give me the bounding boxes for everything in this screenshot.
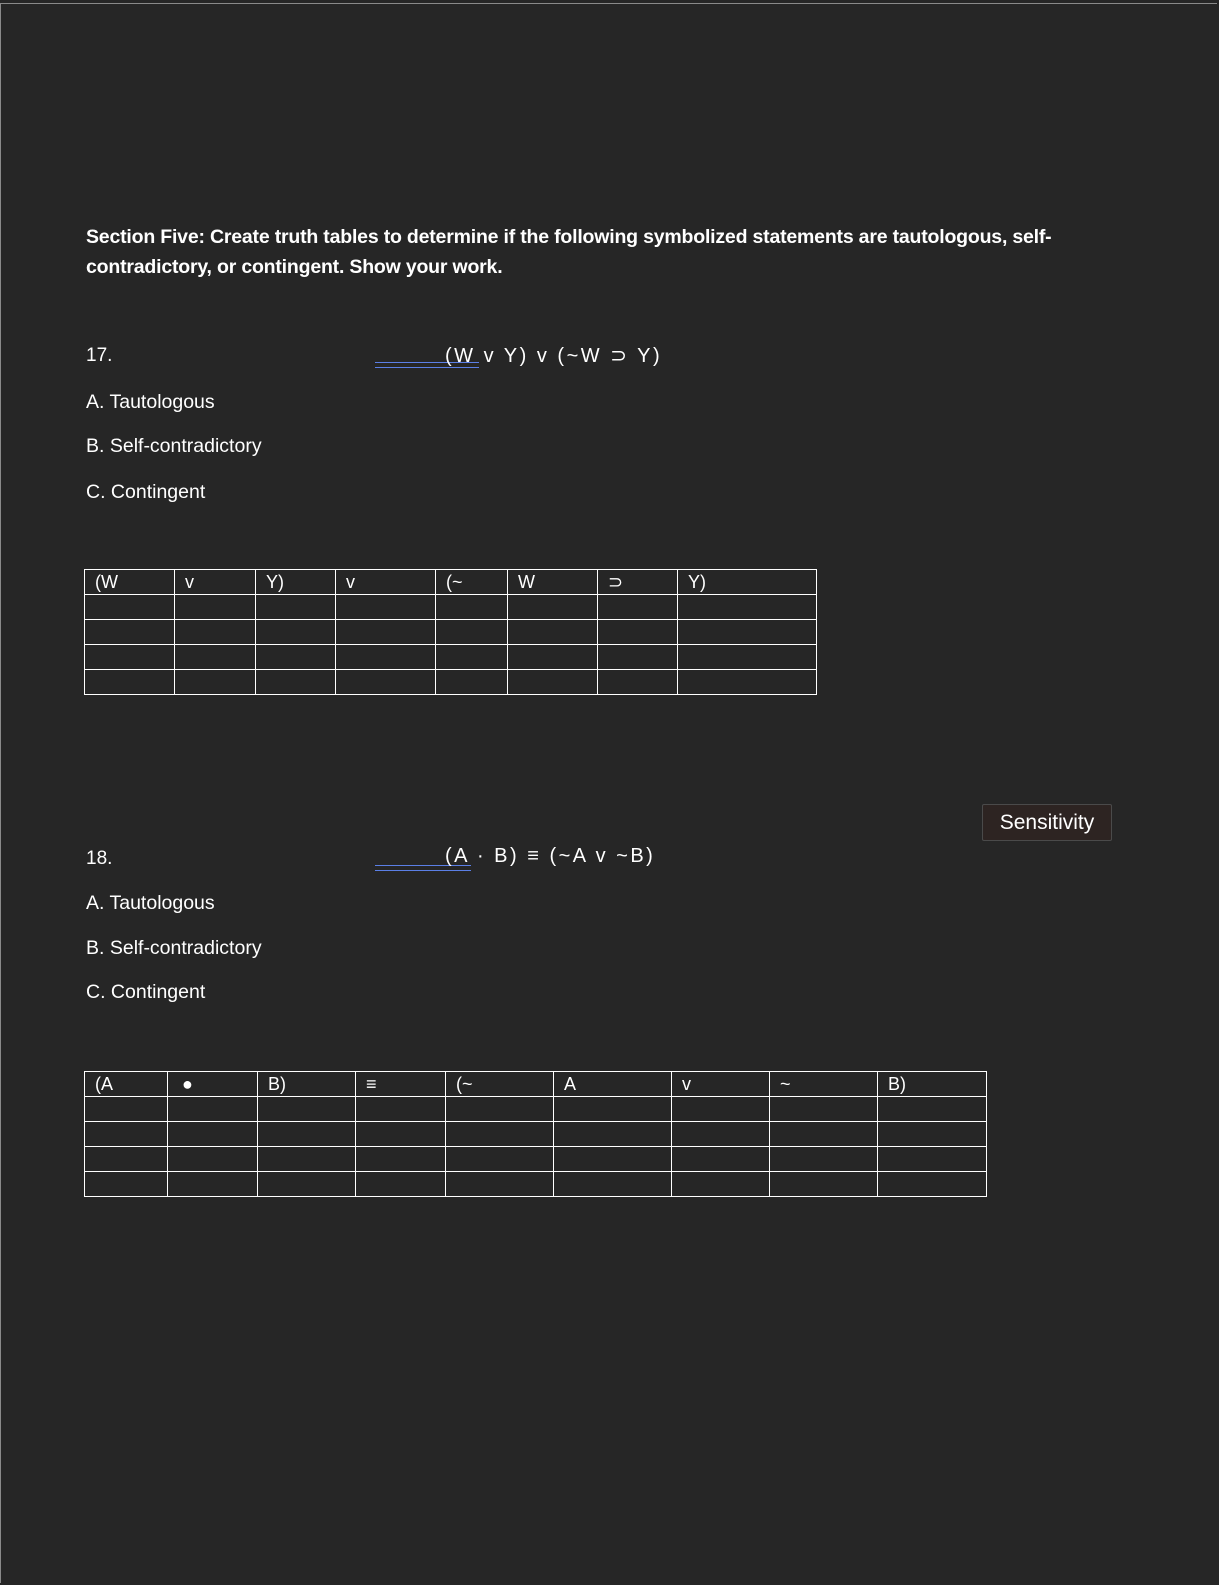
table-cell[interactable] [258,1097,356,1122]
table-cell[interactable] [672,1147,770,1172]
table-header-row [85,570,817,595]
table-cell[interactable] [554,1147,672,1172]
table-header-row [85,1072,987,1097]
question-18-option-c[interactable]: C. Contingent [86,981,206,1003]
table-header-cell: (~ [436,570,508,595]
question-18-number: 18. [86,848,113,869]
table-header-cell: (~ [446,1072,554,1097]
table-cell[interactable] [678,645,817,670]
table-cell[interactable] [258,1172,356,1197]
table-cell[interactable] [256,645,336,670]
table-cell[interactable] [85,670,175,695]
table-header-cell: Y) [256,570,336,595]
question-17-option-a[interactable]: A. Tautologous [86,391,215,413]
table-cell[interactable] [256,670,336,695]
table-row[interactable] [85,1122,987,1147]
question-17-option-b[interactable]: B. Self-contradictory [86,435,262,457]
table-cell[interactable] [598,595,678,620]
table-cell[interactable] [85,1097,168,1122]
table-cell[interactable] [554,1172,672,1197]
table-cell[interactable] [356,1147,446,1172]
table-cell[interactable] [598,620,678,645]
table-row[interactable] [85,620,817,645]
table-cell[interactable] [678,620,817,645]
truth-table-17 [84,569,817,695]
table-cell[interactable] [672,1122,770,1147]
question-18-option-a[interactable]: A. Tautologous [86,892,215,914]
table-cell[interactable] [508,670,598,695]
table-row[interactable] [85,595,817,620]
table-cell[interactable] [508,645,598,670]
question-18-option-b[interactable]: B. Self-contradictory [86,937,262,959]
table-cell[interactable] [336,670,436,695]
table-cell[interactable] [168,1147,258,1172]
table-row[interactable] [85,1097,987,1122]
table-header-cell: ⊃ [598,570,678,595]
question-17-number: 17. [86,345,113,366]
table-header-cell: ≡ [356,1072,446,1097]
table-cell[interactable] [878,1097,987,1122]
table-row[interactable] [85,645,817,670]
table-header-cell: v [672,1072,770,1097]
table-cell[interactable] [356,1122,446,1147]
table-cell[interactable] [85,620,175,645]
table-cell[interactable] [336,620,436,645]
table-cell[interactable] [446,1122,554,1147]
table-header-cell: ~ [770,1072,878,1097]
table-cell[interactable] [436,670,508,695]
table-header-cell: ● [168,1072,258,1097]
table-cell[interactable] [598,670,678,695]
truth-table-18 [84,1071,987,1197]
table-cell[interactable] [85,1172,168,1197]
table-cell[interactable] [436,645,508,670]
table-header-cell: A [554,1072,672,1097]
table-cell[interactable] [336,645,436,670]
table-cell[interactable] [446,1097,554,1122]
table-cell[interactable] [356,1097,446,1122]
question-18-formula: (A · B) ≡ (~A v ~B) [445,845,656,867]
table-cell[interactable] [770,1172,878,1197]
table-header-cell: B) [878,1072,987,1097]
table-cell[interactable] [356,1172,446,1197]
table-cell[interactable] [446,1147,554,1172]
table-cell[interactable] [770,1097,878,1122]
table-cell[interactable] [554,1097,672,1122]
sensitivity-label[interactable]: Sensitivity [982,804,1112,841]
table-cell[interactable] [175,670,256,695]
table-cell[interactable] [85,645,175,670]
table-cell[interactable] [175,645,256,670]
table-cell[interactable] [554,1122,672,1147]
table-cell[interactable] [508,620,598,645]
table-cell[interactable] [678,670,817,695]
table-cell[interactable] [508,595,598,620]
table-cell[interactable] [770,1147,878,1172]
question-17-formula: (W v Y) v (~W ⊃ Y) [445,345,663,367]
table-row[interactable] [85,670,817,695]
table-cell[interactable] [85,1147,168,1172]
table-cell[interactable] [175,620,256,645]
table-cell[interactable] [168,1172,258,1197]
table-header-cell: v [175,570,256,595]
question-17-option-c[interactable]: C. Contingent [86,481,206,503]
table-cell[interactable] [85,1122,168,1147]
table-header-cell: B) [258,1072,356,1097]
table-cell[interactable] [878,1172,987,1197]
table-cell[interactable] [678,595,817,620]
table-cell[interactable] [258,1122,356,1147]
table-cell[interactable] [598,645,678,670]
table-cell[interactable] [336,595,436,620]
table-cell[interactable] [878,1122,987,1147]
table-cell[interactable] [770,1122,878,1147]
table-cell[interactable] [672,1097,770,1122]
table-cell[interactable] [175,595,256,620]
table-row[interactable] [85,1147,987,1172]
table-cell[interactable] [446,1172,554,1197]
table-cell[interactable] [672,1172,770,1197]
table-cell[interactable] [878,1147,987,1172]
table-cell[interactable] [258,1147,356,1172]
table-header-cell: (A [85,1072,168,1097]
table-header-cell: v [336,570,436,595]
table-row[interactable] [85,1172,987,1197]
table-header-cell: W [508,570,598,595]
table-cell[interactable] [256,595,336,620]
table-header-cell: (W [85,570,175,595]
table-cell[interactable] [168,1122,258,1147]
table-cell[interactable] [256,620,336,645]
table-cell[interactable] [436,620,508,645]
table-cell[interactable] [436,595,508,620]
table-header-cell: Y) [678,570,817,595]
table-cell[interactable] [168,1097,258,1122]
section-instructions: Section Five: Create truth tables to determine if the following symbolized statements are tautologous, self-contradictory, or contingent. Show your work. [86,226,1052,278]
table-cell[interactable] [85,595,175,620]
